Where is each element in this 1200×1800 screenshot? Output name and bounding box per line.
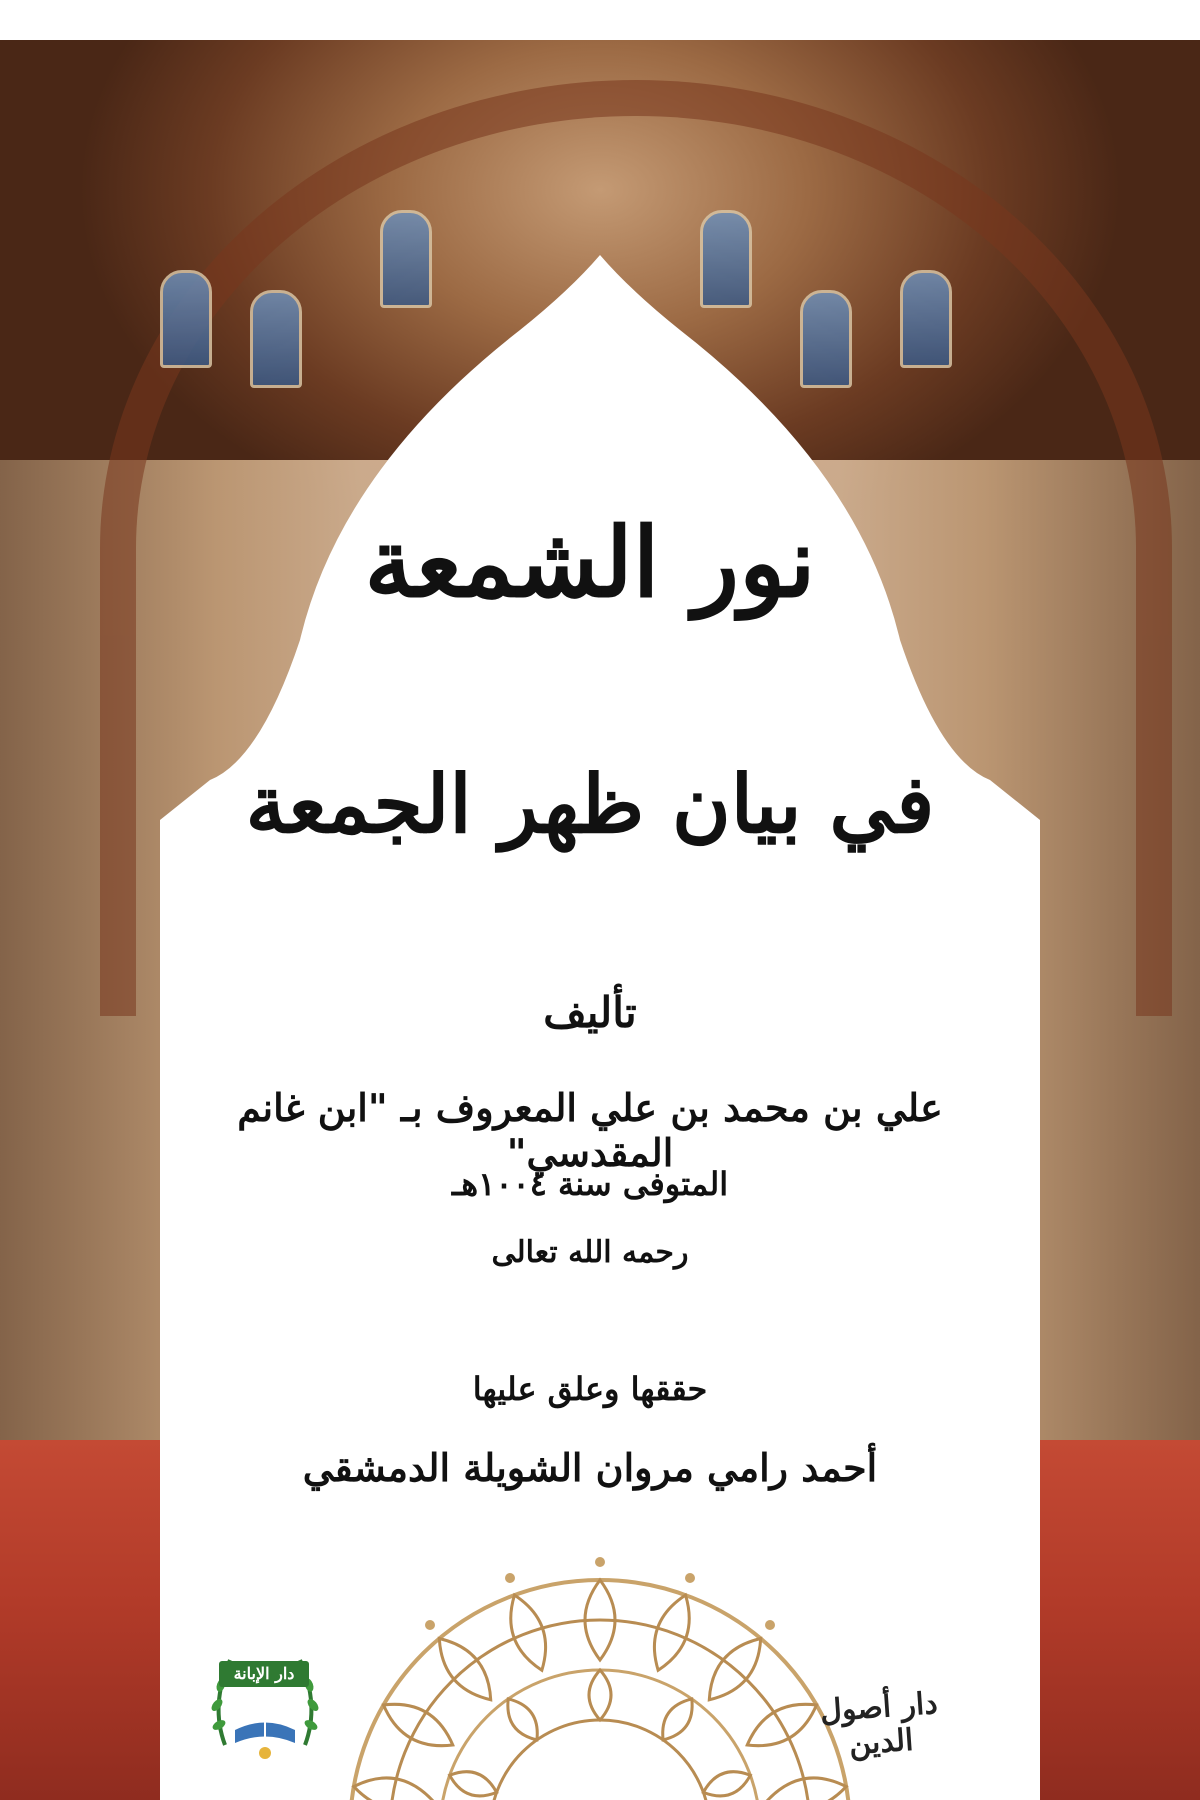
book-cover	[0, 40, 1200, 1800]
publisher-logo-left	[205, 1635, 325, 1765]
death-date-note: المتوفى سنة ١٠٠٤هـ	[451, 1165, 729, 1203]
publisher-logo-right: دار أصول الدين	[818, 1685, 939, 1763]
editor-label: حققها وعلق عليها	[472, 1370, 708, 1408]
laurel-book-icon	[205, 1635, 325, 1765]
mercy-phrase: رحمه الله تعالى	[491, 1235, 689, 1270]
mihrab-panel	[0, 40, 1200, 1800]
author-name: علي بن محمد بن علي المعروف بـ "ابن غانم المقدسي"	[237, 1085, 943, 1175]
publisher-name-left: دار الإبانة	[219, 1661, 309, 1687]
authorship-label: تأليف	[543, 988, 637, 1037]
book-title-line-1: نور الشمعة	[364, 506, 816, 619]
editor-name: أحمد رامي مروان الشويلة الدمشقي	[302, 1445, 878, 1490]
book-title-line-2: في بيان ظهر الجمعة	[245, 757, 935, 851]
